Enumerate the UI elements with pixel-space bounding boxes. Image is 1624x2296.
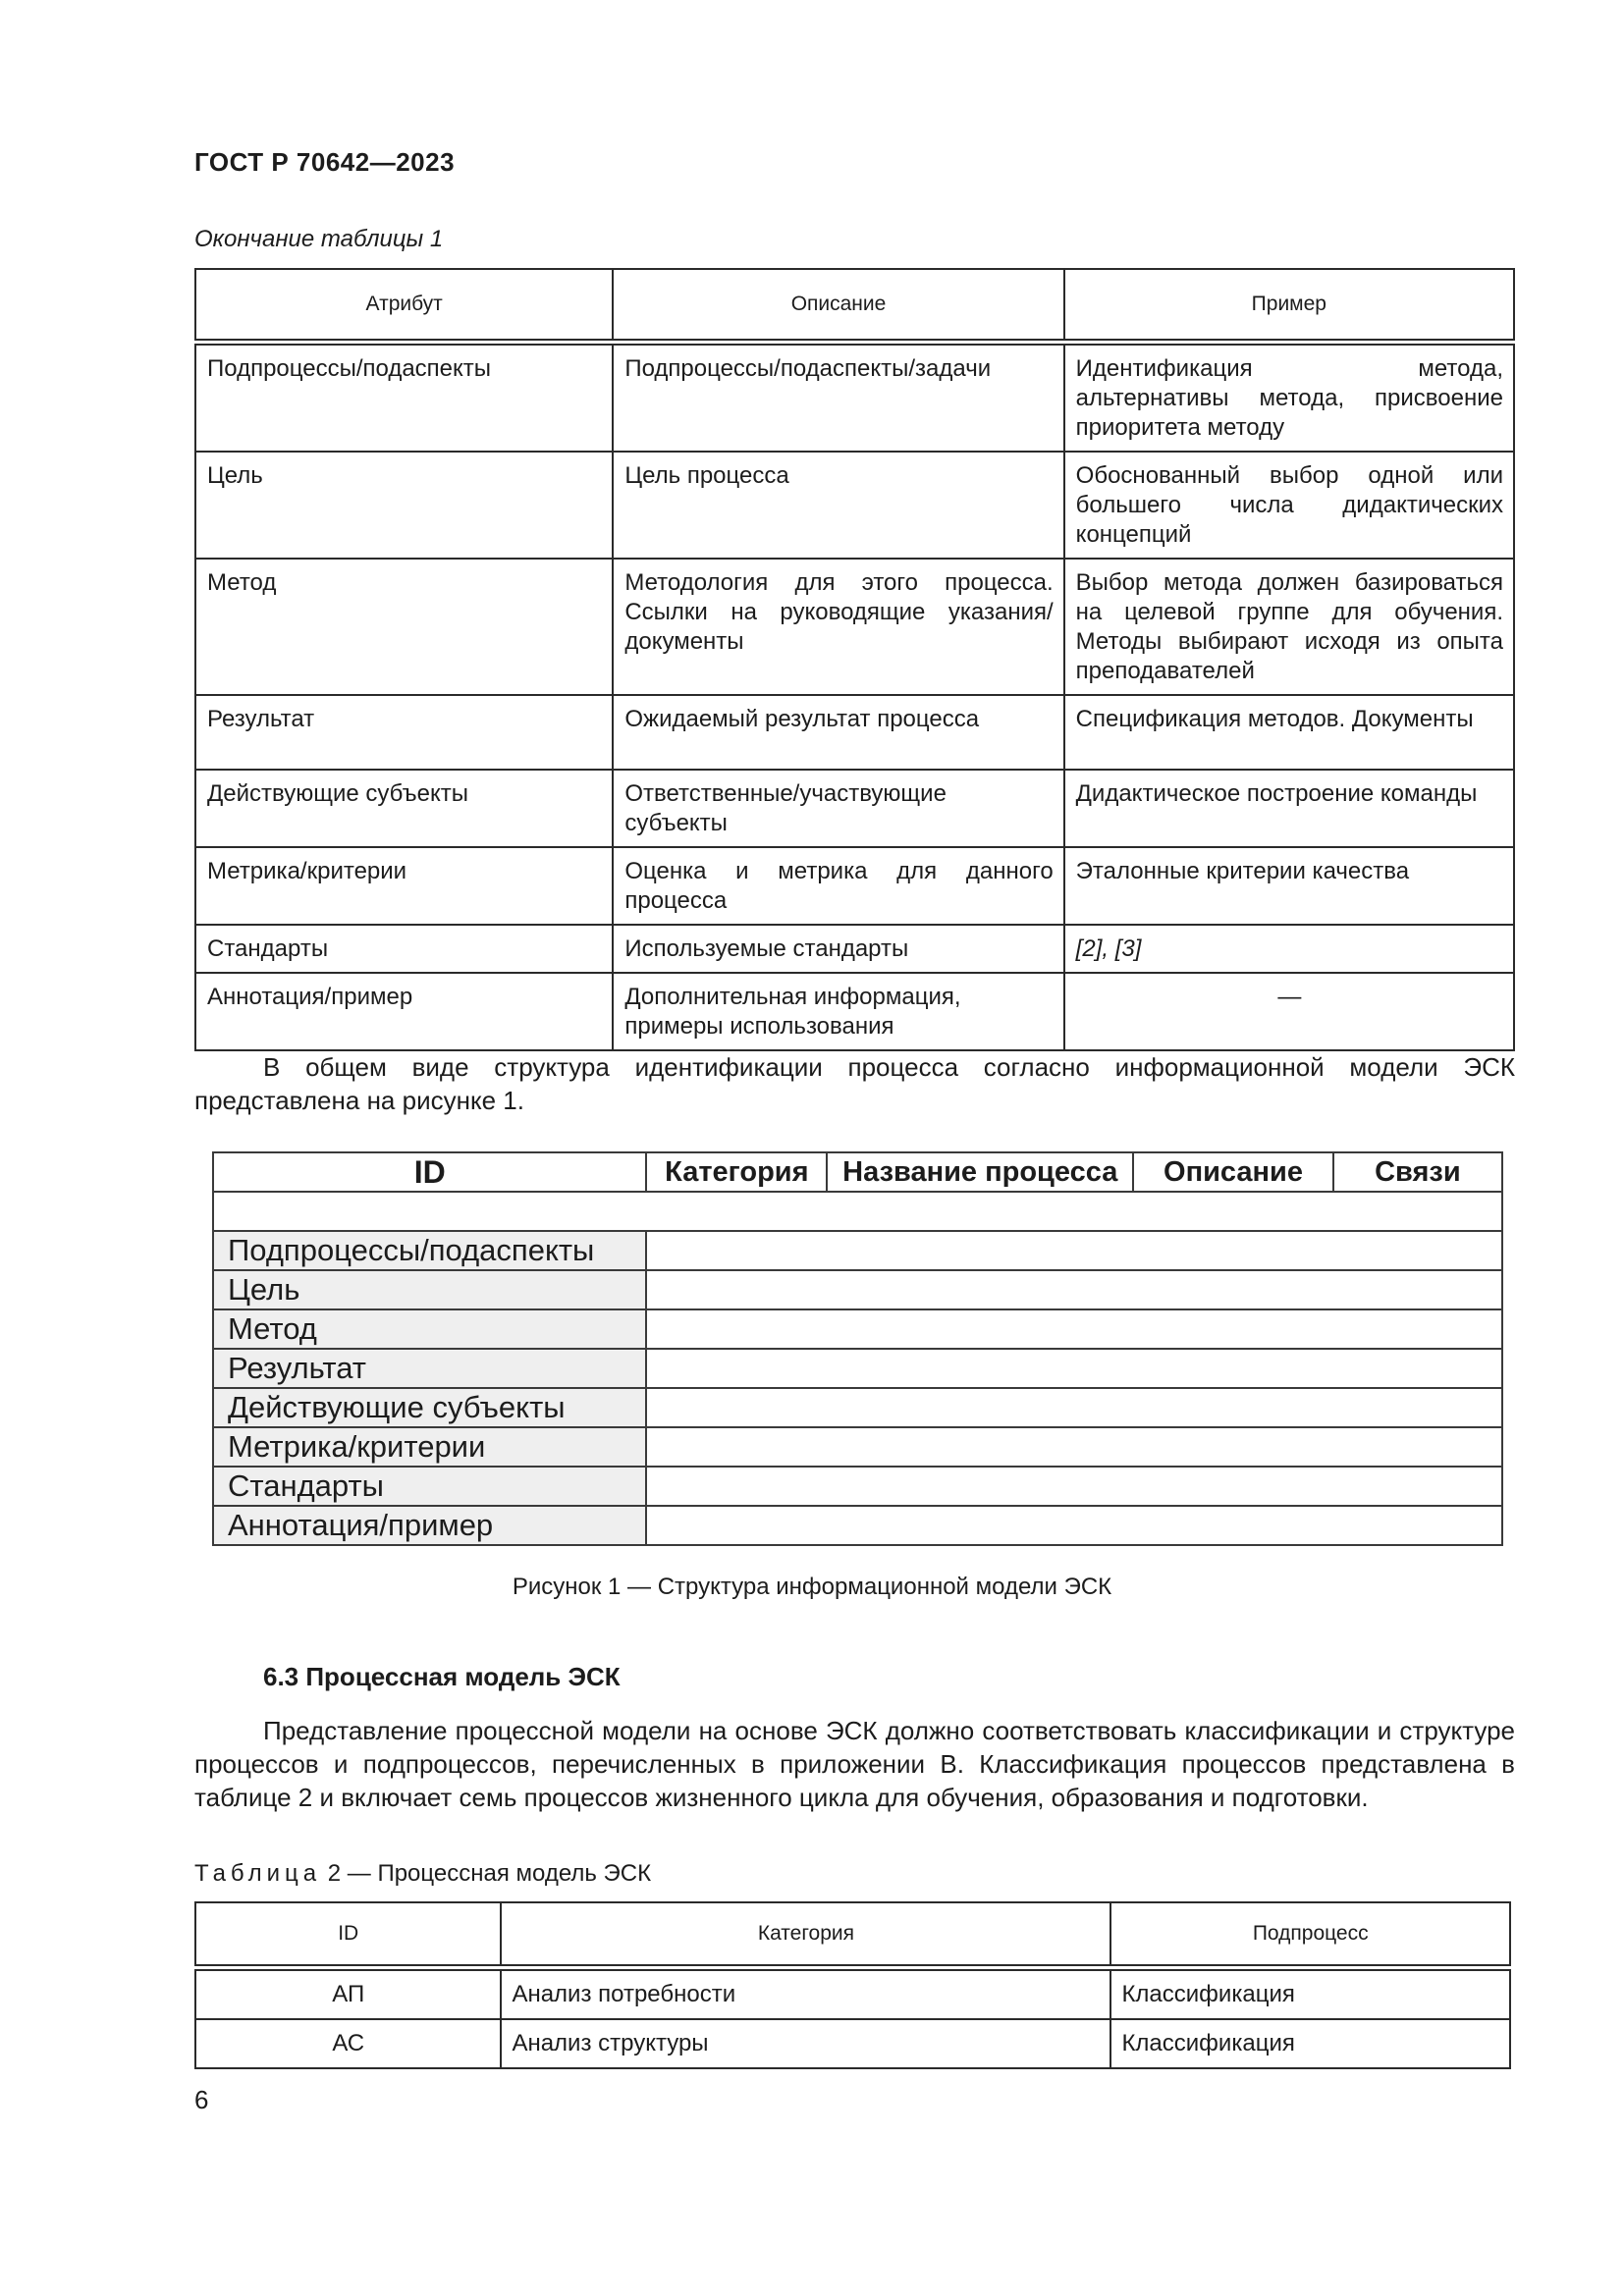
table2-caption-label: Таблица xyxy=(194,1860,322,1887)
figure1-label: Подпроцессы/подаспекты xyxy=(213,1231,646,1270)
table2-header-row xyxy=(195,1902,1510,1968)
figure1-row xyxy=(213,1467,1502,1506)
table1-col-attribute: Атрибут xyxy=(195,269,613,343)
table-row xyxy=(195,925,1514,973)
figure1-label: Метод xyxy=(213,1309,646,1349)
table1-example: Эталонные критерии качества xyxy=(1064,847,1514,925)
table1-desc: Дополнительная информация, примеры использования xyxy=(613,973,1063,1050)
table1-example: Выбор метода должен базироваться на целевой группе для обучения. Методы выбирают исходя из опыта преподавателей xyxy=(1064,559,1514,695)
figure1-label: Аннотация/пример xyxy=(213,1506,646,1545)
paragraph-text: В общем виде структура идентификации процесса согласно информационной модели ЭСК представлена на рисунке 1. xyxy=(194,1052,1515,1115)
table1-attr: Результат xyxy=(195,695,613,770)
table1-example: — xyxy=(1064,973,1514,1050)
table2-subprocess: Классификация xyxy=(1110,2019,1510,2068)
figure1-value-cell xyxy=(646,1427,1502,1467)
paragraph-text: Представление процессной модели на основе ЭСК должно соответствовать классификации и структуре процессов и подпроцессов, перечисленных в приложении В. Классификация процессов представлена в таблице 2 и включает семь процессов жизненного цикла для обучения, образования и подготовки. xyxy=(194,1716,1515,1812)
table1-attr: Аннотация/пример xyxy=(195,973,613,1050)
table1-header-row xyxy=(195,269,1514,343)
figure1-value-cell xyxy=(646,1270,1502,1309)
table1-example: Дидактическое построение команды xyxy=(1064,770,1514,847)
table1-attr: Подпроцессы/подаспекты xyxy=(195,343,613,453)
figure1-header-row xyxy=(213,1152,1502,1192)
table2-subprocess: Классификация xyxy=(1110,1968,1510,2020)
figure1-diagram xyxy=(212,1151,1503,1546)
table-row xyxy=(195,973,1514,1050)
table1-attr: Метрика/критерии xyxy=(195,847,613,925)
table1-attr: Метод xyxy=(195,559,613,695)
table1-continuation-caption: Окончание таблицы 1 xyxy=(194,226,444,252)
paragraph-figure-intro xyxy=(194,1050,1515,1117)
table2-col-subprocess: Подпроцесс xyxy=(1110,1902,1510,1968)
table2-id: АП xyxy=(195,1968,501,2020)
figure1-value-cell xyxy=(646,1349,1502,1388)
table1-col-example: Пример xyxy=(1064,269,1514,343)
figure1-row xyxy=(213,1231,1502,1270)
figure1-value-cell xyxy=(646,1388,1502,1427)
figure1-label: Действующие субъекты xyxy=(213,1388,646,1427)
table-row xyxy=(195,2019,1510,2068)
figure1-label: Стандарты xyxy=(213,1467,646,1506)
figure1-row xyxy=(213,1506,1502,1545)
figure1-header-id: ID xyxy=(213,1152,646,1192)
table-row xyxy=(195,559,1514,695)
table-row xyxy=(195,1968,1510,2020)
table2-col-id: ID xyxy=(195,1902,501,1968)
table2-caption-text: 2 — Процессная модель ЭСК xyxy=(321,1860,652,1887)
section-paragraph xyxy=(194,1714,1515,1814)
table-row xyxy=(195,452,1514,559)
figure1-row xyxy=(213,1270,1502,1309)
table1-desc: Подпроцессы/подаспекты/задачи xyxy=(613,343,1063,453)
table1-desc: Оценка и метрика для данного процесса xyxy=(613,847,1063,925)
table1-desc: Ожидаемый результат процесса xyxy=(613,695,1063,770)
table2 xyxy=(194,1901,1511,2069)
figure1-value-cell xyxy=(646,1506,1502,1545)
figure1-label: Результат xyxy=(213,1349,646,1388)
section-heading: 6.3 Процессная модель ЭСК xyxy=(263,1662,621,1691)
figure1-header-description: Описание xyxy=(1133,1152,1333,1192)
figure1-label: Метрика/критерии xyxy=(213,1427,646,1467)
table1-example: Обоснованный выбор одной или большего числа дидактических концепций xyxy=(1064,452,1514,559)
table1-attr: Стандарты xyxy=(195,925,613,973)
table-row xyxy=(195,343,1514,453)
figure1-row xyxy=(213,1309,1502,1349)
table2-category: Анализ потребности xyxy=(501,1968,1110,2020)
figure1-blank-row xyxy=(213,1192,1502,1231)
figure1-header-category: Категория xyxy=(646,1152,827,1192)
figure1-row xyxy=(213,1388,1502,1427)
table2-category: Анализ структуры xyxy=(501,2019,1110,2068)
table-row xyxy=(195,770,1514,847)
figure1-label: Цель xyxy=(213,1270,646,1309)
table1-example: Идентификация метода, альтернативы метода, присвоение приоритета методу xyxy=(1064,343,1514,453)
table1-example: [2], [3] xyxy=(1064,925,1514,973)
table2-col-category: Категория xyxy=(501,1902,1110,1968)
table1-desc: Методология для этого процесса. Ссылки на руководящие указания/документы xyxy=(613,559,1063,695)
figure1-row xyxy=(213,1349,1502,1388)
table1-example: Спецификация методов. Документы xyxy=(1064,695,1514,770)
figure1-header-process-name: Название процесса xyxy=(827,1152,1133,1192)
figure1-header-links: Связи xyxy=(1333,1152,1502,1192)
table1-desc: Используемые стандарты xyxy=(613,925,1063,973)
table1 xyxy=(194,268,1515,1051)
table-row xyxy=(195,695,1514,770)
table2-id: АС xyxy=(195,2019,501,2068)
table1-desc: Ответственные/участвующие субъекты xyxy=(613,770,1063,847)
document-header: ГОСТ Р 70642—2023 xyxy=(194,147,456,177)
table1-col-description: Описание xyxy=(613,269,1063,343)
table1-attr: Цель xyxy=(195,452,613,559)
figure1-row xyxy=(213,1427,1502,1467)
table-row xyxy=(195,847,1514,925)
figure1-value-cell xyxy=(646,1309,1502,1349)
table2-caption xyxy=(194,1860,651,1888)
figure1-value-cell xyxy=(646,1231,1502,1270)
figure1-value-cell xyxy=(646,1467,1502,1506)
table1-desc: Цель процесса xyxy=(613,452,1063,559)
figure1-caption: Рисунок 1 — Структура информационной модели ЭСК xyxy=(512,1574,1112,1600)
table1-attr: Действующие субъекты xyxy=(195,770,613,847)
figure1-blank-cell xyxy=(213,1192,1502,1231)
page-number: 6 xyxy=(194,2085,209,2114)
